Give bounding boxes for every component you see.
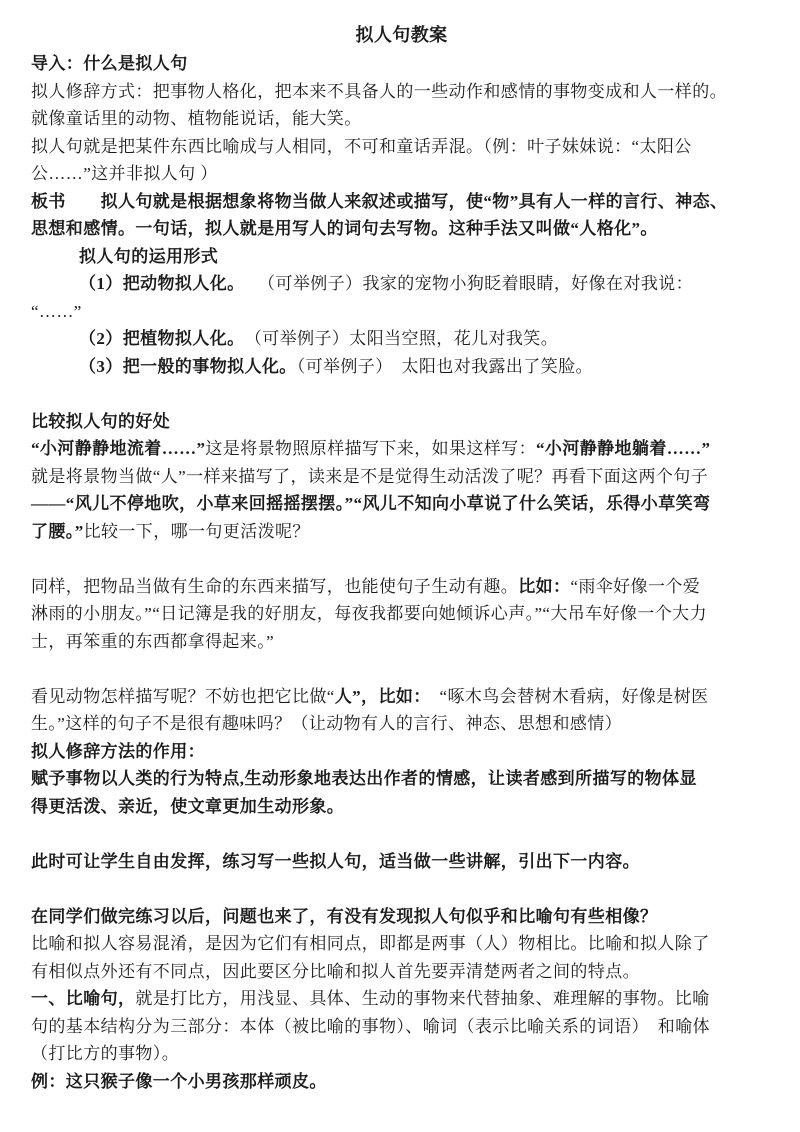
blank-line bbox=[31, 875, 772, 903]
text-run: （可举例子）太阳当空照，花儿对我笑。 bbox=[236, 329, 559, 348]
document-line bbox=[31, 710, 772, 738]
text-run: 淋雨的小朋友。”“日记簿是我的好朋友，每夜我都要向她倾诉心声。”“大吊车好像一个大力 bbox=[31, 604, 707, 623]
text-run: 思想和感情。一句话，拟人就是用写人的词句去写物。这种手法又叫做“人格化”。 bbox=[31, 219, 658, 238]
text-run: 一、比喻句， bbox=[31, 989, 136, 1008]
text-run: 这是将景物照原样描写下来，如果这样写： bbox=[205, 439, 537, 458]
text-run: 同样，把物品当做有生命的东西来描写，也能使句子生动有趣。 bbox=[31, 576, 519, 596]
text-run: 士，再笨重的东西都拿得起来。” bbox=[31, 631, 275, 651]
document-line bbox=[31, 160, 772, 188]
document-line bbox=[31, 958, 772, 986]
blank-line bbox=[31, 545, 772, 573]
section-heading bbox=[31, 408, 772, 436]
text-run: 有相似点外还有不同点，因此要区分比喻和拟人首先要弄清楚两者之间的特点。 bbox=[31, 961, 640, 981]
document-line bbox=[31, 793, 772, 821]
text-run: 就是打比方，用浅显、具体、生动的事物来代替抽象、难理解的事物。比喻 bbox=[135, 989, 710, 1008]
document-line bbox=[31, 270, 772, 298]
document-line bbox=[31, 325, 772, 353]
text-run: 在同学们做完练习以后，问题也来了，有没有发现拟人句似乎和比喻句有些相像？ bbox=[31, 906, 658, 926]
document-line bbox=[31, 628, 772, 656]
text-run: 了腰。” bbox=[31, 521, 84, 541]
document-line bbox=[31, 765, 772, 793]
document-line bbox=[31, 1068, 772, 1096]
text-run: （3）把一般的事物拟人化。 bbox=[79, 356, 297, 376]
document-line bbox=[31, 903, 772, 931]
blank-line bbox=[31, 820, 772, 848]
document-line bbox=[31, 573, 772, 601]
text-run: 赋予事物以人类的行为特点,生动形象地表达出作者的情感，让读者感到所描写的物体显 bbox=[31, 769, 697, 788]
text-run: （可举例子）我家的宠物小狗眨着眼睛，好像在对我说： bbox=[236, 274, 694, 293]
text-run: （2）把植物拟人化。 bbox=[79, 329, 236, 348]
text-run: “啄木鸟会替树木看病，好像是树医 bbox=[422, 686, 709, 706]
text-run: 拟人句教案 bbox=[355, 25, 448, 45]
text-run: （打比方的事物）。 bbox=[31, 1044, 180, 1063]
document-line bbox=[31, 353, 772, 381]
document-line bbox=[31, 985, 772, 1013]
text-run: 例：这只猴子像一个小男孩那样顽皮。 bbox=[31, 1071, 327, 1091]
text-run: 句的基本结构分为三部分：本体（被比喻的事物）、喻词（表示比喻关系的词语） 和喻体 bbox=[31, 1016, 710, 1036]
text-run: 比喻和拟人容易混淆，是因为它们有相同点，即都是两事（人）物相比。比喻和拟人除了 bbox=[31, 934, 710, 953]
text-run: 就像童话里的动物、植物能说话，能大笑。 bbox=[31, 109, 362, 128]
blank-line bbox=[31, 655, 772, 683]
text-run: 此时可让学生自由发挥，练习写一些拟人句，适当做一些讲解，引出下一内容。 bbox=[31, 851, 640, 871]
text-run: （1）把动物拟人化。 bbox=[79, 274, 236, 293]
text-run: 比如： bbox=[518, 576, 571, 596]
document-line bbox=[31, 78, 772, 106]
document-line bbox=[31, 490, 772, 518]
document-line bbox=[31, 133, 772, 161]
text-run: （可举例子） 太阳也对我露出了笑脸。 bbox=[296, 356, 593, 376]
text-run: 比较拟人句的好处 bbox=[31, 411, 171, 431]
section-heading bbox=[31, 738, 772, 766]
text-run: 板书 拟人句就是根据想象将物当做人来叙述或描写，使“物”具有人一样的言行、神态、 bbox=[31, 191, 728, 211]
document-line bbox=[31, 930, 772, 958]
section-heading bbox=[31, 50, 772, 78]
document-line bbox=[31, 1013, 772, 1041]
document-line bbox=[31, 188, 772, 216]
text-run: 导入：什么是拟人句 bbox=[31, 54, 188, 73]
text-run: ——“风儿不停地吹，小草来回摇摇摆摆。”“风儿不知向小草说了什么笑话，乐得小草笑弯 bbox=[31, 494, 711, 513]
text-run: “……” bbox=[31, 301, 82, 321]
text-run: 拟人句就是把某件东西比喻成与人相同，不可和童话弄混。（例：叶子妹妹说：“太阳公 bbox=[31, 136, 692, 156]
text-run: 人”，比如： bbox=[334, 686, 423, 706]
document-line bbox=[31, 298, 772, 326]
text-run: 拟人修辞方法的作用： bbox=[31, 741, 205, 761]
text-run: 就是将景物当做“人”一样来描写了，读来是不是觉得生动活泼了呢？再看下面这两个句子 bbox=[31, 466, 709, 486]
text-run: 拟人修辞方式：把事物人格化，把本来不具备人的一些动作和感情的事物变成和人一样的。 bbox=[31, 81, 727, 101]
document-line bbox=[31, 683, 772, 711]
text-run: “雨伞好像一个爱 bbox=[570, 576, 701, 596]
document-line bbox=[31, 1040, 772, 1068]
text-run: “小河静静地流着……” bbox=[31, 439, 206, 458]
document-line bbox=[31, 600, 772, 628]
document-line bbox=[31, 463, 772, 491]
document-line bbox=[31, 848, 772, 876]
text-run: “小河静静地躺着……” bbox=[536, 439, 711, 458]
document-line bbox=[31, 215, 772, 243]
text-run: 比较一下，哪一句更活泼呢？ bbox=[83, 521, 310, 541]
text-run: 看见动物怎样描写呢？不妨也把它比做“ bbox=[31, 686, 335, 706]
text-run: 生。”这样的句子不是很有趣味吗？（让动物有人的言行、神态、思想和感情） bbox=[31, 714, 623, 733]
blank-line bbox=[31, 380, 772, 408]
text-run: 得更活泼、亲近，使文章更加生动形象。 bbox=[31, 796, 345, 816]
text-run: 拟人句的运用形式 bbox=[79, 246, 219, 266]
document-line bbox=[31, 518, 772, 546]
document-line bbox=[31, 105, 772, 133]
document-line bbox=[31, 435, 772, 463]
page-title bbox=[31, 20, 772, 50]
text-run: 公……”这并非拟人句 ） bbox=[31, 164, 218, 183]
sub-heading bbox=[31, 243, 772, 271]
